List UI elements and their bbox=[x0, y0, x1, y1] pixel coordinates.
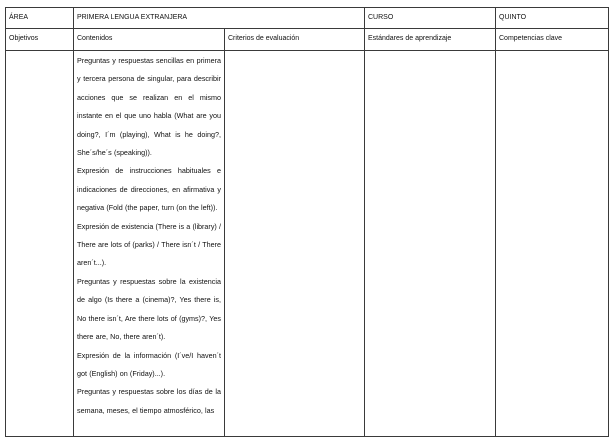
objectives-cell bbox=[6, 51, 74, 437]
standards-cell bbox=[365, 51, 496, 437]
contents-paragraph: Expresión de la información (I´ve/I haven´t got (English) on (Friday)...). bbox=[77, 350, 221, 378]
curriculum-table bbox=[5, 7, 609, 437]
objectives-header: Objetivos bbox=[6, 29, 74, 51]
contents-cell bbox=[74, 51, 225, 437]
area-label-cell: ÁREA bbox=[6, 8, 74, 29]
contents-header: Contenidos bbox=[74, 29, 225, 51]
contents-text bbox=[77, 52, 221, 420]
subject-cell: PRIMERA LENGUA EXTRANJERA bbox=[74, 8, 365, 29]
contents-paragraph: Preguntas y respuestas sobre la existencia de algo (Is there a (cinema)?, Yes there is, No there isn´t, Are there lots of (gyms)?, Yes there are, No, there aren´t). bbox=[77, 276, 221, 342]
criteria-header: Criterios de evaluación bbox=[225, 29, 365, 51]
contents-paragraph: Preguntas y respuestas sencillas en primera y tercera persona de singular, para describir acciones que se realizan en el mismo instante en el que uno habla (What are you doing?, I´m (playing), What is he doing?, She´s/he´s (speaking)). bbox=[77, 56, 221, 158]
criteria-cell bbox=[225, 51, 365, 437]
header-row bbox=[6, 8, 609, 29]
contents-paragraph: Expresión de existencia (There is a (library) / There are lots of (parks) / There isn´t / There aren´t...). bbox=[77, 221, 222, 268]
course-value-cell: QUINTO bbox=[496, 8, 609, 29]
standards-header: Estándares de aprendizaje bbox=[365, 29, 496, 51]
competences-cell bbox=[496, 51, 609, 437]
contents-paragraph: Expresión de instrucciones habituales e indicaciones de direcciones, en afirmativa y negativa (Fold (the paper, turn (on the left)). bbox=[77, 166, 221, 213]
course-label-cell: CURSO bbox=[365, 8, 496, 29]
competences-header: Competencias clave bbox=[496, 29, 609, 51]
contents-paragraph: Preguntas y respuestas sobre los días de la semana, meses, el tiempo atmosférico, las bbox=[77, 387, 221, 415]
body-row bbox=[6, 51, 609, 437]
column-header-row bbox=[6, 29, 609, 51]
